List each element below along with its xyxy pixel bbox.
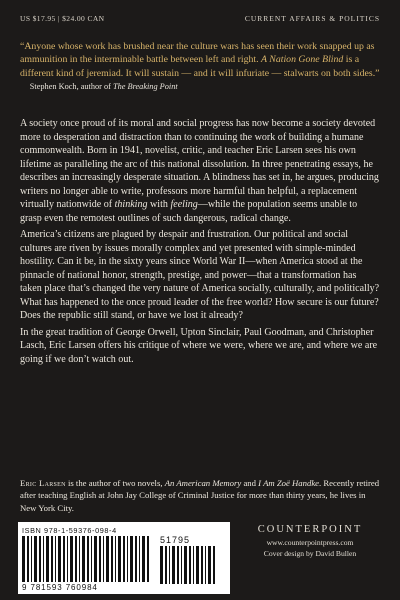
publisher-name: COUNTERPOINT — [257, 524, 363, 535]
attribution-prefix: Stephen Koch, author of — [29, 82, 111, 92]
description-paragraph-3: In the great tradition of George Orwell, Upton Sinclair, Paul Goodman, and Christopher Lasch, Eric Larsen offers his critique of where we were, where we are, and where we are going if we don’t watch out. — [20, 326, 378, 365]
publisher-block — [240, 524, 380, 559]
quote-text-part2: is a different kind of jeremiad. It will sustain — and it will infuriate — stalwarts on both sides.” — [20, 54, 380, 79]
cover-design-credit: Cover design by David Bullen — [263, 549, 357, 558]
bio-text-a: is the author of two novels, — [67, 478, 163, 488]
p1-thinking: thinking — [114, 199, 148, 210]
endorsement-quote — [20, 40, 380, 94]
barcode-digits: 9 781593 760984 — [22, 583, 98, 592]
quote-attribution — [30, 82, 178, 91]
price: US $17.95 | $24.00 CAN — [20, 14, 105, 23]
bio-novel-1: An American Memory — [164, 478, 242, 488]
description-paragraph-2: America’s citizens are plagued by despair and frustration. Our political and social cultures are riven by issues morally complex and yet presented with simple-minded hostility. Can it be, in the sixty years since World War II—when America stood at the pinnacle of national honor, strength, prestige, and power—that a transformation has taken place that’s changed the very nature of America socially, culturally, and politically? What has happened to the once proud leader of the free world? How secure is our future? Does the republic still stand, or have we lost it already? — [20, 229, 380, 321]
quote-book-title: A Nation Gone Blind — [261, 54, 344, 66]
quote-text-part1: “Anyone whose work has brushed near the culture wars has seen their work snapped up as ammunition in the interminable battle between left and right. — [20, 41, 375, 66]
p1-text-a: A society once proud of its moral and social progress has now become a society devoted more to desperation and distraction than to continuing the work of building a humane commonwealth. Born in 1941, novelist, critic, and teacher Eric Larsen sees his own lifetime as paralleling the arc of this national dissolution. In three penetrating essays, he describes an increasingly desperate situation. A blindness has set in, he argues, producing writers no longer able to write, professors more harmful than helpful, a replacement virtually nationwide of — [20, 118, 379, 210]
category: CURRENT AFFAIRS & POLITICS — [244, 14, 380, 23]
ean-barcode-icon — [22, 536, 152, 582]
price-code: 51795 — [160, 535, 191, 545]
isbn-label: ISBN 978-1-59376-098-4 — [22, 526, 117, 535]
p1-with: with — [150, 199, 168, 210]
p1-feeling: feeling — [170, 199, 198, 210]
description-paragraph-1 — [20, 117, 380, 225]
publisher-url: www.counterpointpress.com — [266, 538, 354, 547]
bio-novel-2: I Am Zoë Handke — [258, 478, 320, 488]
author-bio — [20, 477, 380, 514]
p1-text-b: —while the population seems unable to grasp even the remotest outlines of such dangerous, radical change. — [20, 199, 358, 224]
barcode-panel — [18, 522, 230, 594]
description — [20, 117, 380, 366]
bio-and: and — [243, 478, 256, 488]
bio-text-b: . Recently retired after teaching English at John Jay College of Criminal Justice for more than thirty years, he lives in New York City. — [20, 478, 380, 513]
price-addon-barcode-icon — [160, 546, 220, 584]
bio-author-name: Eric Larsen — [20, 478, 66, 488]
header-bar — [20, 14, 380, 23]
attribution-title: The Breaking Point — [112, 82, 178, 92]
